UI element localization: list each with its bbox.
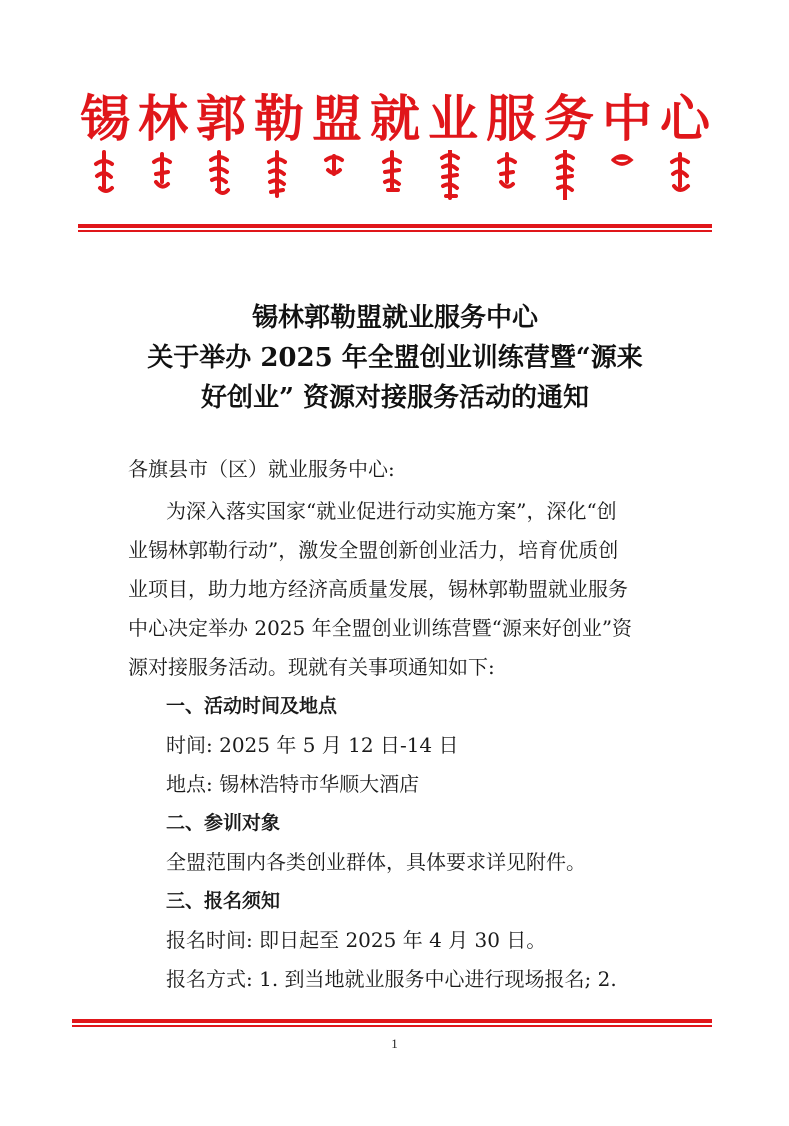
mongolian-glyph: [668, 150, 692, 200]
title-line: 关于举办 2025 年全盟创业训练营暨“源来: [147, 343, 643, 373]
letterhead-char: 中: [602, 89, 652, 148]
intro-line: 业锡林郭勒行动”，激发全盟创新创业活力，培育优质创: [128, 538, 619, 562]
letterhead-char: 服: [486, 89, 536, 148]
registration-method: 报名方式: 1. 到当地就业服务中心进行现场报名; 2.: [166, 967, 617, 991]
letterhead-char: 业: [428, 89, 478, 148]
document-title: [60, 298, 730, 418]
letterhead-char: 就: [370, 89, 420, 148]
mongolian-glyph: [322, 150, 346, 200]
letterhead-char: 郭: [196, 89, 246, 148]
letterhead-char: 林: [138, 89, 188, 148]
letterhead-divider: [78, 224, 712, 233]
intro-line: 中心决定举办 2025 年全盟创业训练营暨“源来好创业”资: [128, 616, 633, 640]
mongolian-glyph: [207, 150, 231, 200]
letterhead-char: 锡: [80, 89, 130, 148]
title-line: 好创业” 资源对接服务活动的通知: [200, 383, 589, 413]
footer-divider: [72, 1019, 712, 1029]
intro-line: 为深入落实国家“就业促进行动实施方案”，深化“创: [166, 499, 617, 523]
letterhead-char: 心: [660, 89, 710, 148]
intro-line: 业项目，助力地方经济高质量发展，锡林郭勒盟就业服务: [128, 577, 628, 601]
mongolian-glyph: [610, 150, 634, 200]
letterhead-char: 勒: [254, 89, 304, 148]
registration-time: 报名时间: 即日起至 2025 年 4 月 30 日。: [166, 928, 547, 952]
mongolian-glyph: [495, 150, 519, 200]
section-heading-time-place: 一、活动时间及地点: [166, 695, 338, 717]
mongolian-glyph: [438, 150, 462, 200]
letterhead-org-name: [80, 84, 710, 154]
intro-line: 源对接服务活动。现就有关事项通知如下:: [128, 655, 495, 679]
mongolian-glyph: [553, 150, 577, 200]
letterhead-char: 盟: [312, 89, 362, 148]
section-heading-registration: 三、报名须知: [166, 890, 281, 912]
participants-body: 全盟范围内各类创业群体，具体要求详见附件。: [166, 850, 586, 874]
letterhead-char: 务: [544, 89, 594, 148]
mongolian-glyph: [92, 150, 116, 200]
section-heading-participants: 二、参训对象: [166, 812, 281, 834]
letterhead-mongolian-script: [92, 150, 692, 206]
mongolian-glyph: [380, 150, 404, 200]
event-place: 地点: 锡林浩特市华顺大酒店: [166, 772, 420, 796]
salutation: 各旗县市（区）就业服务中心:: [128, 457, 395, 481]
title-line: 锡林郭勒盟就业服务中心: [251, 303, 538, 333]
page-number: 1: [391, 1036, 398, 1051]
mongolian-glyph: [150, 150, 174, 200]
event-time: 时间: 2025 年 5 月 12 日-14 日: [166, 733, 459, 757]
mongolian-glyph: [265, 150, 289, 200]
